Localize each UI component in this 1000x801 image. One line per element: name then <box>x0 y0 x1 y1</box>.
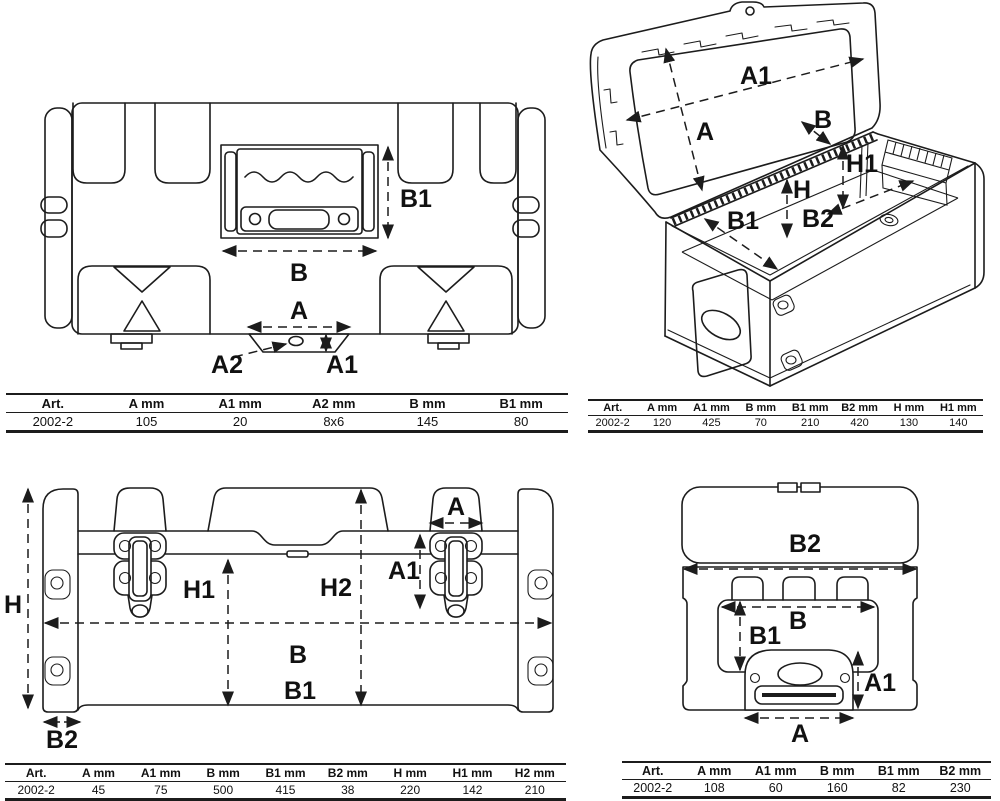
table-header-row <box>622 762 991 780</box>
cell: 130 <box>899 417 919 429</box>
col-header: A2 mm <box>287 394 381 413</box>
cell: 120 <box>652 417 672 429</box>
dim-label-h1: H1 <box>183 576 215 604</box>
cell: 75 <box>154 783 168 797</box>
top-view-dimensions-table <box>6 393 568 433</box>
dim-label-b: B <box>288 641 308 669</box>
col-header: B2 mm <box>317 764 379 782</box>
dim-label-b2: B2 <box>789 530 821 558</box>
dim-label-a: A <box>446 493 466 521</box>
dim-label-b1: B1 <box>749 622 781 650</box>
cell: 2002-2 <box>17 783 55 797</box>
col-header: A mm <box>684 762 746 780</box>
dim-label-h1: H1 <box>846 150 878 178</box>
cell: 160 <box>826 781 848 795</box>
cell: 220 <box>400 783 421 797</box>
col-header: B1 mm <box>868 762 930 780</box>
col-header: B2 mm <box>930 762 992 780</box>
side-view-dimensions-table <box>622 761 991 799</box>
dim-label-h2: H2 <box>320 574 352 602</box>
dim-label-h: H <box>792 176 812 204</box>
dim-label-b1: B1 <box>727 207 759 235</box>
cell: 38 <box>341 783 355 797</box>
cell: 2002-2 <box>32 414 74 429</box>
col-header: Art. <box>588 400 637 416</box>
col-header: B mm <box>192 764 254 782</box>
dim-label-a: A <box>289 297 309 325</box>
dim-label-b2: B2 <box>46 726 78 754</box>
cell: 70 <box>754 417 767 429</box>
col-header: B1 mm <box>254 764 316 782</box>
dim-label-b: B <box>788 607 808 635</box>
cell: 425 <box>702 417 721 429</box>
cell: 140 <box>949 417 968 429</box>
col-header: A1 mm <box>687 400 736 416</box>
cell: 210 <box>524 783 545 797</box>
table-header-row <box>6 394 568 413</box>
cell: 2002-2 <box>633 781 673 795</box>
cell: 108 <box>703 781 725 795</box>
col-header: A1 mm <box>130 764 192 782</box>
col-header: H1 mm <box>934 400 983 416</box>
col-header: H1 mm <box>441 764 503 782</box>
box-body <box>665 132 984 386</box>
front-view-dimensions-table <box>5 763 566 801</box>
cell: 60 <box>768 781 783 795</box>
col-header: A mm <box>637 400 686 416</box>
cell: 8x6 <box>323 414 345 429</box>
col-header: A1 mm <box>745 762 807 780</box>
cell: 420 <box>850 417 869 429</box>
cell: 45 <box>91 783 106 797</box>
col-header: A mm <box>100 394 194 413</box>
cell: 145 <box>416 414 439 429</box>
front-handle <box>693 270 752 377</box>
dim-label-b1: B1 <box>400 185 432 213</box>
cell: 105 <box>135 414 158 429</box>
cell: 142 <box>462 783 483 797</box>
cell: 2002-2 <box>595 417 630 429</box>
cell: 210 <box>801 417 820 429</box>
col-header: B2 mm <box>835 400 884 416</box>
dim-label-b: B <box>813 106 833 134</box>
col-header: B mm <box>381 394 475 413</box>
col-header: B mm <box>807 762 869 780</box>
table-row <box>6 413 568 432</box>
table-row <box>622 780 991 798</box>
isometric-view-drawing <box>580 0 1000 396</box>
col-header: A1 mm <box>193 394 287 413</box>
cell: 82 <box>891 781 906 795</box>
isometric-view-dimensions-table <box>588 399 983 433</box>
dim-label-a1: A1 <box>388 557 420 585</box>
right-latch <box>430 533 482 617</box>
cell: 415 <box>275 783 296 797</box>
col-header: Art. <box>622 762 684 780</box>
dim-label-a: A <box>695 118 715 146</box>
dim-label-a: A <box>790 720 810 748</box>
dim-label-a1: A1 <box>740 62 772 90</box>
cell: 500 <box>213 783 234 797</box>
col-header: B1 mm <box>786 400 835 416</box>
dim-label-h: H <box>3 591 23 619</box>
dim-label-a2: A2 <box>211 351 243 379</box>
dim-label-a1: A1 <box>326 351 358 379</box>
table-header-row <box>5 764 566 782</box>
table-header-row <box>588 400 983 416</box>
col-header: Art. <box>6 394 100 413</box>
cell: 80 <box>513 414 529 429</box>
lid-handle-recess <box>221 145 378 238</box>
table-row <box>588 416 983 432</box>
dim-label-b2: B2 <box>802 205 834 233</box>
col-header: H mm <box>884 400 933 416</box>
top-view-drawing <box>10 95 570 387</box>
front-view-drawing <box>0 467 580 761</box>
table-row <box>5 782 566 800</box>
cell: 20 <box>232 414 248 429</box>
cell: 230 <box>949 781 971 795</box>
col-header: H2 mm <box>504 764 566 782</box>
col-header: B1 mm <box>474 394 568 413</box>
col-header: B mm <box>736 400 785 416</box>
col-header: A mm <box>67 764 129 782</box>
dim-label-b: B <box>289 259 309 287</box>
end-handle <box>745 650 853 710</box>
col-header: Art. <box>5 764 67 782</box>
left-latch <box>114 533 166 617</box>
col-header: H mm <box>379 764 441 782</box>
side-view-drawing <box>620 470 1000 758</box>
dim-label-b1: B1 <box>284 677 316 705</box>
dim-label-a1: A1 <box>864 669 896 697</box>
hinge-strip <box>671 132 877 226</box>
